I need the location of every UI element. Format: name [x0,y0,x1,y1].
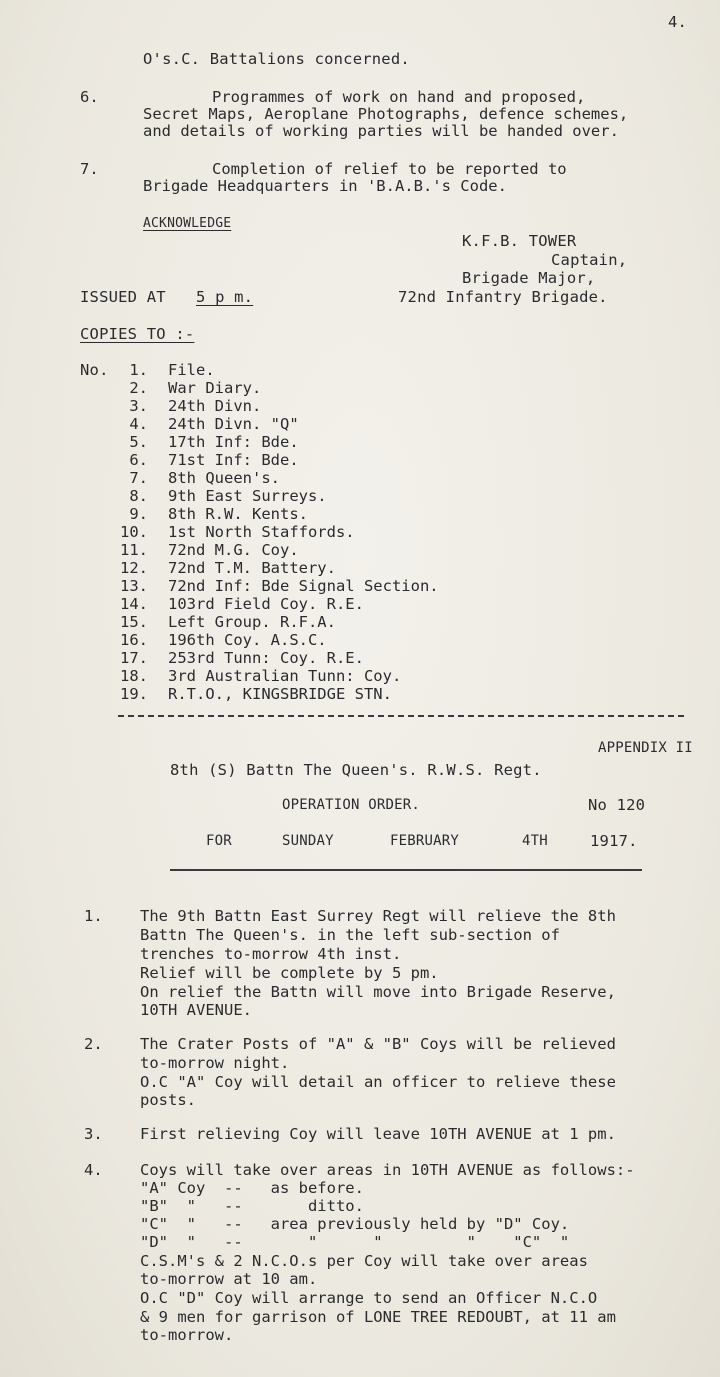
copy-recipient: 24th Divn. "Q" [168,415,299,433]
copy-number: 14. [120,595,148,613]
copy-recipient: 72nd T.M. Battery. [168,559,336,577]
copy-number: 10. [120,523,148,541]
order-para-4-line: & 9 men for garrison of LONE TREE REDOUBT, at 11 am [140,1308,616,1326]
copy-recipient: 71st Inf: Bde. [168,451,299,469]
copy-recipient: War Diary. [168,379,262,397]
copies-heading: COPIES TO :- [80,325,195,343]
copy-recipient: 9th East Surreys. [168,487,327,505]
solid-separator [170,869,642,871]
order-para-4-line: C.S.M's & 2 N.C.O.s per Coy will take over areas [140,1252,588,1270]
order-para-4-line: Coys will take over areas in 10TH AVENUE as follows:- [140,1161,635,1179]
order-para-4-line: O.C "D" Coy will arrange to send an Officer N.C.O [140,1289,598,1307]
order-para-2-number: 2. [84,1035,103,1053]
copy-recipient: 196th Coy. A.S.C. [168,631,327,649]
para-6-line: Secret Maps, Aeroplane Photographs, defence schemes, [143,105,629,123]
order-para-4-line: "C" " -- area previously held by "D" Coy. [140,1215,570,1233]
signature-role: Brigade Major, [462,269,596,287]
para-7-line: Completion of relief to be reported to [212,160,567,178]
copies-no-label: No. [80,361,109,379]
order-para-4-line: "B" " -- ditto. [140,1197,364,1215]
copy-number: 17. [120,649,148,667]
copy-recipient: 1st North Staffords. [168,523,355,541]
copy-number: 6. [129,451,148,469]
copy-recipient: 3rd Australian Tunn: Coy. [168,667,402,685]
order-para-1-line: 10TH AVENUE. [140,1001,252,1019]
copy-number: 18. [120,667,148,685]
os-c-line: O's.C. Battalions concerned. [143,50,410,68]
copy-recipient: Left Group. R.F.A. [168,613,336,631]
copy-recipient: File. [168,361,215,379]
issued-time: 5 p m. [196,288,254,306]
order-para-1-number: 1. [84,907,103,925]
order-para-4-line: to-morrow. [140,1326,234,1344]
copy-number: 16. [120,631,148,649]
copy-number: 12. [120,559,148,577]
order-date: 4TH [522,833,548,849]
dashed-separator [118,715,684,717]
order-para-4-line: to-morrow at 10 am. [140,1270,318,1288]
copy-number: 4. [129,415,148,433]
order-para-2-line: posts. [140,1091,196,1109]
copy-recipient: 103rd Field Coy. R.E. [168,595,364,613]
signature-unit: 72nd Infantry Brigade. [398,288,608,306]
copy-number: 9. [129,505,148,523]
order-para-3-line: First relieving Coy will leave 10TH AVENUE at 1 pm. [140,1125,616,1143]
copy-recipient: 8th Queen's. [168,469,280,487]
copy-number: 2. [129,379,148,397]
order-para-2-line: to-morrow night. [140,1054,290,1072]
for-label: FOR [206,833,232,849]
copy-number: 1. [129,361,148,379]
appendix-label: APPENDIX II [598,740,693,756]
copy-number: 3. [129,397,148,415]
copy-number: 19. [120,685,148,703]
copy-number: 8. [129,487,148,505]
order-para-1-line: On relief the Battn will move into Brigade Reserve, [140,983,616,1001]
order-day: SUNDAY [282,833,334,849]
operation-order-title: OPERATION ORDER. [282,797,421,813]
copy-recipient: 17th Inf: Bde. [168,433,299,451]
acknowledge-heading: ACKNOWLEDGE [143,216,232,231]
para-6-line: Programmes of work on hand and proposed, [212,88,586,106]
copy-recipient: R.T.O., KINGSBRIDGE STN. [168,685,392,703]
order-para-3-number: 3. [84,1125,103,1143]
copy-number: 11. [120,541,148,559]
para-7-line: Brigade Headquarters in 'B.A.B.'s Code. [143,177,507,195]
copy-recipient: 72nd M.G. Coy. [168,541,299,559]
copy-recipient: 24th Divn. [168,397,262,415]
copy-recipient: 253rd Tunn: Coy. R.E. [168,649,364,667]
order-para-1-line: trenches to-morrow 4th inst. [140,945,402,963]
page-number: 4. [668,13,688,31]
order-number: No 120 [588,796,646,814]
para-7-number: 7. [80,160,99,178]
order-para-2-line: O.C "A" Coy will detail an officer to relieve these [140,1073,616,1091]
copy-number: 13. [120,577,148,595]
order-para-1-line: The 9th Battn East Surrey Regt will relieve the 8th [140,907,616,925]
signature-rank: Captain, [551,251,628,269]
copy-number: 15. [120,613,148,631]
copy-number: 5. [129,433,148,451]
signature-name: K.F.B. TOWER [462,232,577,250]
order-year: 1917. [590,832,638,850]
order-month: FEBRUARY [390,833,460,849]
copy-number: 7. [129,469,148,487]
order-para-4-line: "D" " -- " " " "C" " [140,1233,570,1251]
order-para-2-line: The Crater Posts of "A" & "B" Coys will be relieved [140,1035,616,1053]
order-para-1-line: Relief will be complete by 5 pm. [140,964,439,982]
battalion-title: 8th (S) Battn The Queen's. R.W.S. Regt. [170,761,542,779]
copy-recipient: 72nd Inf: Bde Signal Section. [168,577,439,595]
para-6-line: and details of working parties will be handed over. [143,122,619,140]
copy-recipient: 8th R.W. Kents. [168,505,308,523]
para-6-number: 6. [80,88,99,106]
order-para-1-line: Battn The Queen's. in the left sub-section of [140,926,560,944]
issued-label: ISSUED AT [80,288,166,306]
order-para-4-line: "A" Coy -- as before. [140,1179,364,1197]
order-para-4-number: 4. [84,1161,103,1179]
